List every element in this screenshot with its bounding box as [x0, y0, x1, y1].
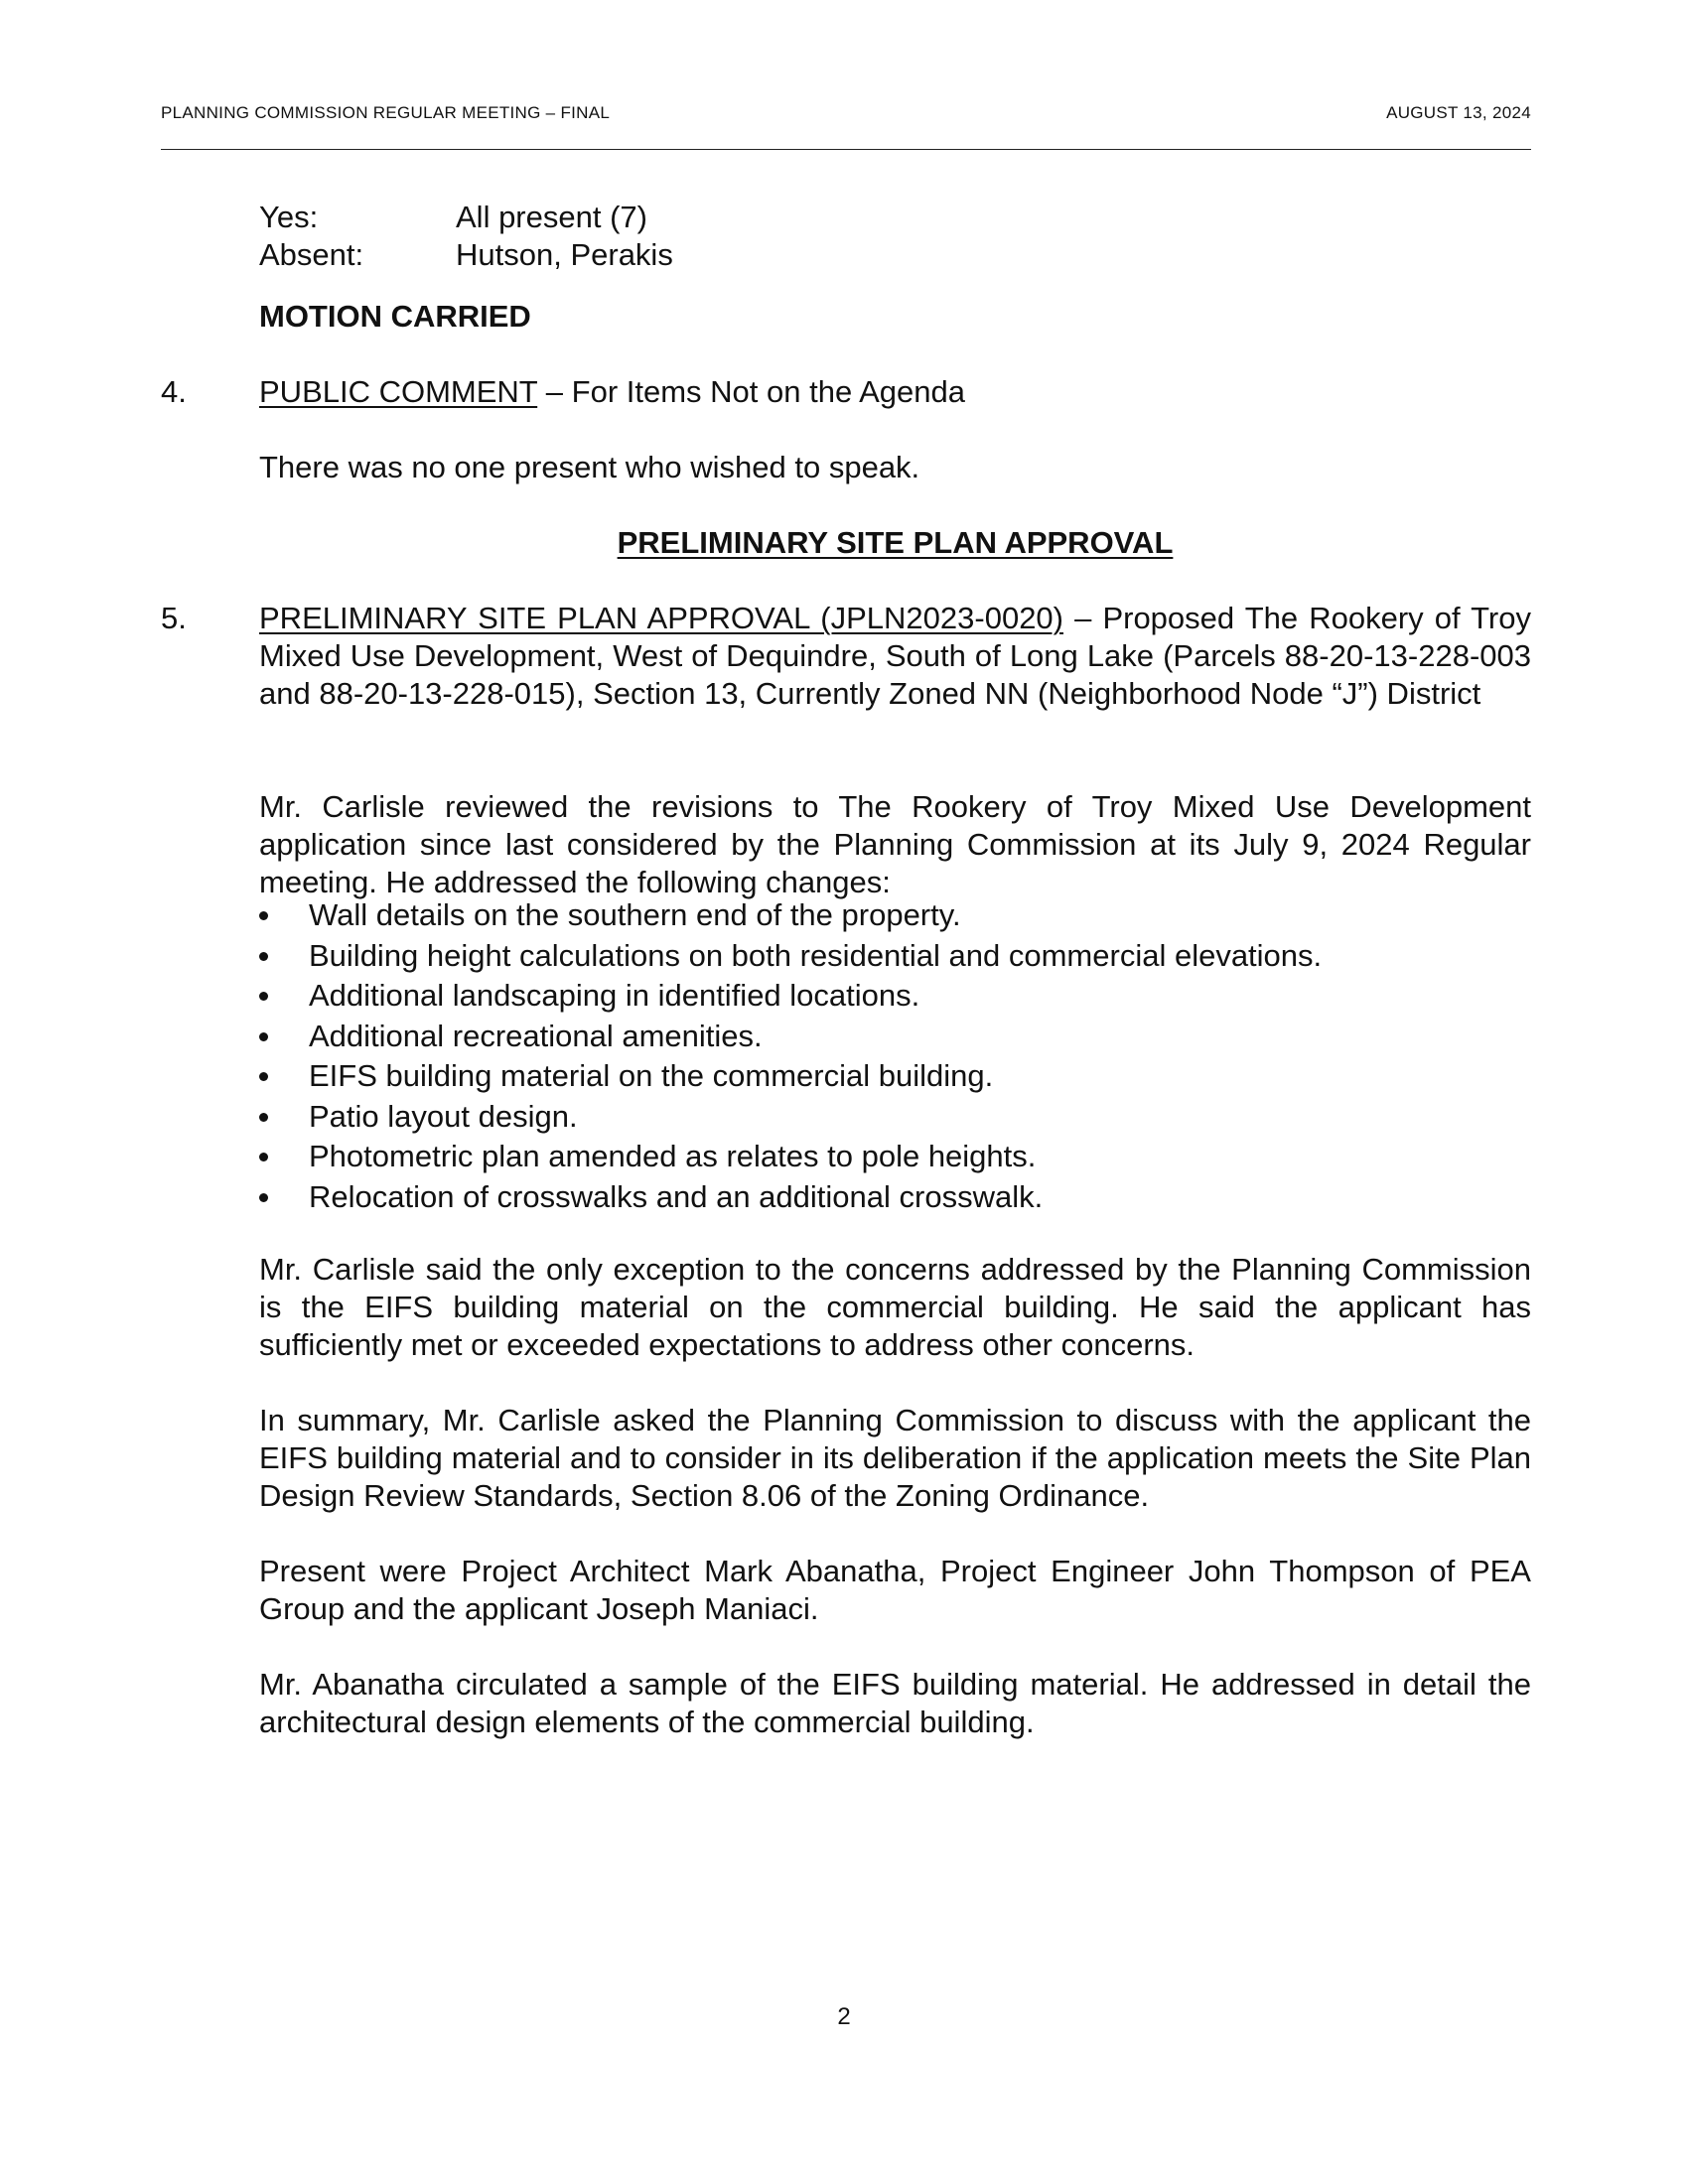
item5-paragraph-3: In summary, Mr. Carlisle asked the Planning Commission to discuss with the applicant the EIFS building material and to consider in its deliberation if the application meets the Site Plan Design Review Standards, Section 8.06 of the Zoning Ordinance. — [259, 1403, 1531, 1513]
list-item: Additional recreational amenities. — [259, 1017, 1531, 1057]
item5-paragraph-5: Mr. Abanatha circulated a sample of the EIFS building material. He addressed in detail the architectural design elements of the commercial building. — [259, 1667, 1531, 1739]
bullet-icon — [259, 1032, 268, 1041]
header-divider — [161, 149, 1531, 150]
bullet-icon — [259, 911, 268, 920]
header-meeting-title: PLANNING COMMISSION REGULAR MEETING – FINAL — [161, 103, 611, 122]
bullet-icon — [259, 1113, 268, 1122]
list-item: Relocation of crosswalks and an additional crosswalk. — [259, 1177, 1531, 1218]
header-date: AUGUST 13, 2024 — [1386, 103, 1531, 122]
item4-text: There was no one present who wished to speak. — [259, 450, 920, 484]
item5-number: 5. — [161, 601, 187, 635]
bullet-icon — [259, 1072, 268, 1081]
bullet-icon — [259, 1193, 268, 1202]
item5-title: PRELIMINARY SITE PLAN APPROVAL (JPLN2023-0020) — [259, 601, 1063, 635]
bullet-icon — [259, 1153, 268, 1161]
section-heading — [259, 524, 1531, 562]
list-item: EIFS building material on the commercial building. — [259, 1056, 1531, 1097]
item5-paragraph-2: Mr. Carlisle said the only exception to the concerns addressed by the Planning Commission is the EIFS building material on the commercial building. He said the applicant has sufficiently met or exceeded expectations to address other concerns. — [259, 1252, 1531, 1362]
item5-paragraph-1: Mr. Carlisle reviewed the revisions to The Rookery of Troy Mixed Use Development application since last considered by the Planning Commission at its July 9, 2024 Regular meeting. He addressed the following changes: — [259, 789, 1531, 899]
motion-result: MOTION CARRIED — [259, 299, 531, 334]
vote-yes-value: All present (7) — [456, 200, 647, 234]
item4-title-suffix: – For Items Not on the Agenda — [537, 374, 965, 409]
section-heading-text: PRELIMINARY SITE PLAN APPROVAL — [617, 525, 1174, 560]
vote-absent-value: Hutson, Perakis — [456, 237, 673, 272]
list-item: Additional landscaping in identified locations. — [259, 976, 1531, 1017]
item5-title-suffix: – Proposed The Rookery of Troy Mixed Use Development, West of Dequindre, South of Long Lake (Parcels 88-20-13-228-003 and 88-20-13-228-015), Section 13, Currently Zoned NN (Neighborhood Node “J”) District — [259, 601, 1531, 711]
item4-title: PUBLIC COMMENT — [259, 374, 538, 409]
changes-list — [259, 895, 1531, 1217]
vote-absent-label: Absent: — [259, 237, 364, 272]
bullet-icon — [259, 992, 268, 1001]
bullet-icon — [259, 952, 268, 961]
list-item: Building height calculations on both residential and commercial elevations. — [259, 936, 1531, 977]
vote-yes-label: Yes: — [259, 200, 319, 234]
list-item: Photometric plan amended as relates to pole heights. — [259, 1137, 1531, 1177]
item5-paragraph-4: Present were Project Architect Mark Abanatha, Project Engineer John Thompson of PEA Group and the applicant Joseph Maniaci. — [259, 1554, 1531, 1626]
list-item: Patio layout design. — [259, 1097, 1531, 1138]
list-item: Wall details on the southern end of the property. — [259, 895, 1531, 936]
item5-heading — [259, 600, 1531, 713]
item4-number: 4. — [161, 374, 187, 409]
item4-heading — [259, 373, 1531, 411]
page-number: 2 — [837, 2003, 851, 2030]
